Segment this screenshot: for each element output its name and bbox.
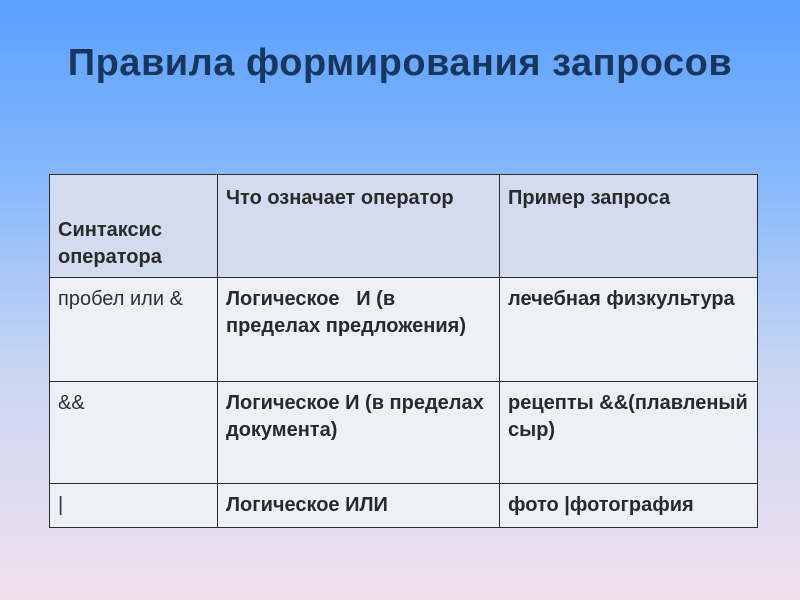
cell-example: лечебная физкультура bbox=[500, 278, 758, 382]
cell-meaning: Логическое И (в пределах предложения) bbox=[218, 278, 500, 382]
table-row bbox=[50, 382, 758, 484]
cell-example: рецепты &&(плавленый сыр) bbox=[500, 382, 758, 484]
table-header-row bbox=[50, 175, 758, 278]
cell-meaning: Логическое ИЛИ bbox=[218, 484, 500, 528]
cell-syntax: | bbox=[50, 484, 218, 528]
table-row bbox=[50, 484, 758, 528]
slide-title: Правила формирования запросов bbox=[67, 42, 733, 84]
header-syntax: Синтаксис оператора bbox=[50, 175, 218, 278]
header-meaning: Что означает оператор bbox=[218, 175, 500, 278]
table-row bbox=[50, 278, 758, 382]
cell-example: фото |фотография bbox=[500, 484, 758, 528]
header-example: Пример запроса bbox=[500, 175, 758, 278]
cell-syntax: && bbox=[50, 382, 218, 484]
cell-syntax: пробел или & bbox=[50, 278, 218, 382]
query-rules-table bbox=[49, 174, 758, 528]
cell-meaning: Логическое И (в пределах документа) bbox=[218, 382, 500, 484]
